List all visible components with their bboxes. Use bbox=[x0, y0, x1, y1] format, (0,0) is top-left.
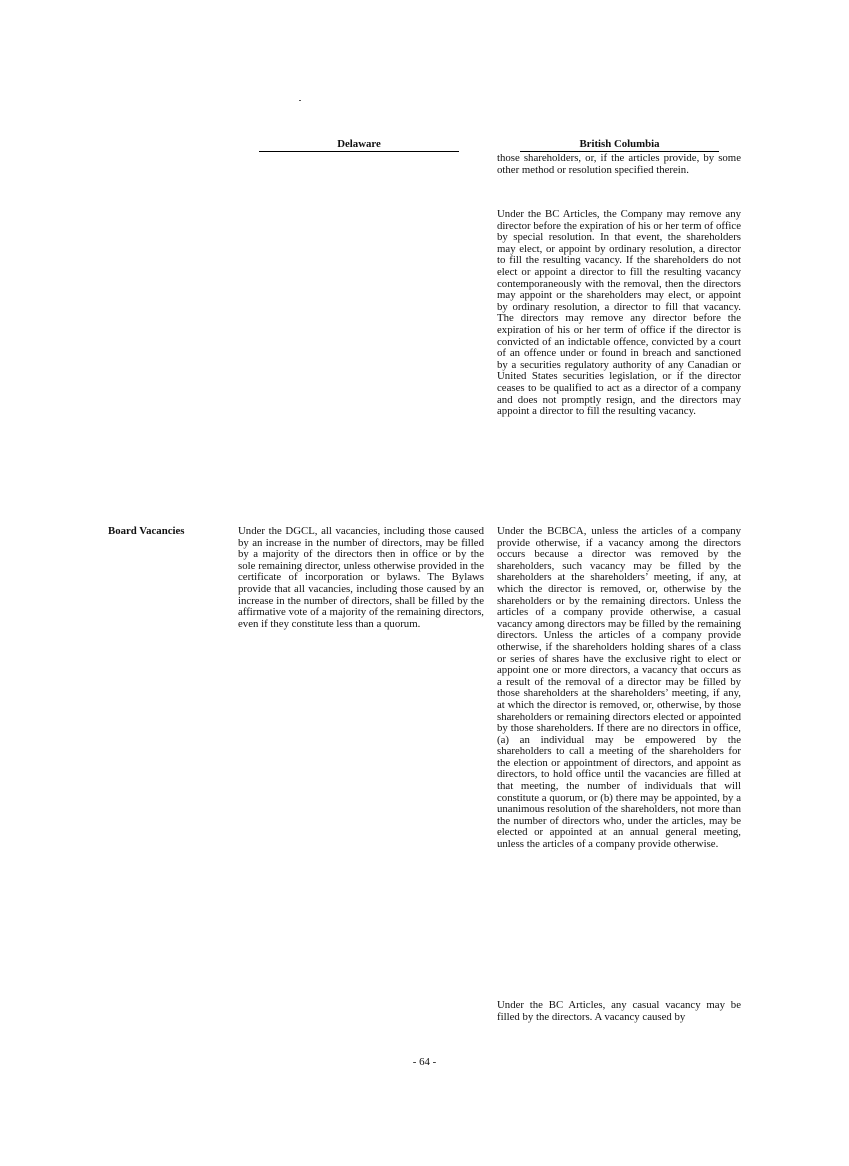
column-header-delaware: Delaware bbox=[259, 139, 459, 152]
bc-continuation-paragraph: those shareholders, or, if the articles provide, by some other method or resolution specified therein. bbox=[497, 152, 741, 176]
row-label-board-vacancies: Board Vacancies bbox=[108, 525, 185, 537]
column-header-british-columbia: British Columbia bbox=[520, 139, 719, 152]
bc-bcbca-vacancies-paragraph: Under the BCBCA, unless the articles of a company provide otherwise, if a vacancy among the directors occurs because a director was removed by the shareholders, such vacancy may be filled by the shareholders at the shareholders’ meeting, if any, at which the director is removed, or, otherwise by the shareholders or by the remaining directors. Unless the articles of a company provide otherwise, a casual vacancy among directors may be filled by the remaining directors. Unless the articles of a company provide otherwise, if the shareholders holding shares of a class or series of shares have the exclusive right to elect or appoint one or more directors, a vacancy that occurs as a result of the removal of a director may be filled by those shareholders at the shareholders’ meeting, if any, at which the director is removed, or, otherwise, by those shareholders or remaining directors elected or appointed by those shareholders. If there are no directors in office, (a) an individual may be empowered by the shareholders to call a meeting of the shareholders for the election or appointment of directors, and appoint as directors, to hold office until the vacancies are filled at that meeting, the number of individuals that will constitute a quorum, or (b) there may be appointed, by a unanimous resolution of the shareholders, not more than the number of directors who, under the articles, may be elected or appointed at an annual general meeting, unless the articles of a company provide otherwise. bbox=[497, 525, 741, 851]
page-number: - 64 - bbox=[412, 1056, 437, 1068]
stray-mark bbox=[299, 100, 301, 101]
bc-removal-paragraph: Under the BC Articles, the Company may remove any director before the expiration of his or her term of office by special resolution. In that event, the shareholders may elect, or appoint by ordinary resolution, a director to fill the resulting vacancy. If the shareholders do not elect or appoint a director to fill the resulting vacancy contemporaneously with the removal, then the directors may appoint or the shareholders may elect, or appoint by ordinary resolution, a director to fill that vacancy. The directors may remove any director before the expiration of his or her term of office if the director is convicted of an indictable offence, convicted by a court of an offence under or found in breach and sanctioned by a securities regulatory authority of any Canadian or United States securities legislation, or if the director ceases to be qualified to act as a director of a company and does not promptly resign, and the directors may appoint a director to fill the resulting vacancy. bbox=[497, 208, 741, 418]
delaware-board-vacancies-paragraph: Under the DGCL, all vacancies, including those caused by an increase in the number of directors, may be filled by a majority of the directors then in office or by the sole remaining director, unless otherwise provided in the certificate of incorporation or bylaws. The Bylaws provide that all vacancies, including those caused by an increase in the number of directors, shall be filled by the affirmative vote of a majority of the remaining directors, even if they constitute less than a quorum. bbox=[238, 525, 484, 630]
bc-articles-vacancies-paragraph: Under the BC Articles, any casual vacancy may be filled by the directors. A vacancy caused by bbox=[497, 999, 741, 1023]
